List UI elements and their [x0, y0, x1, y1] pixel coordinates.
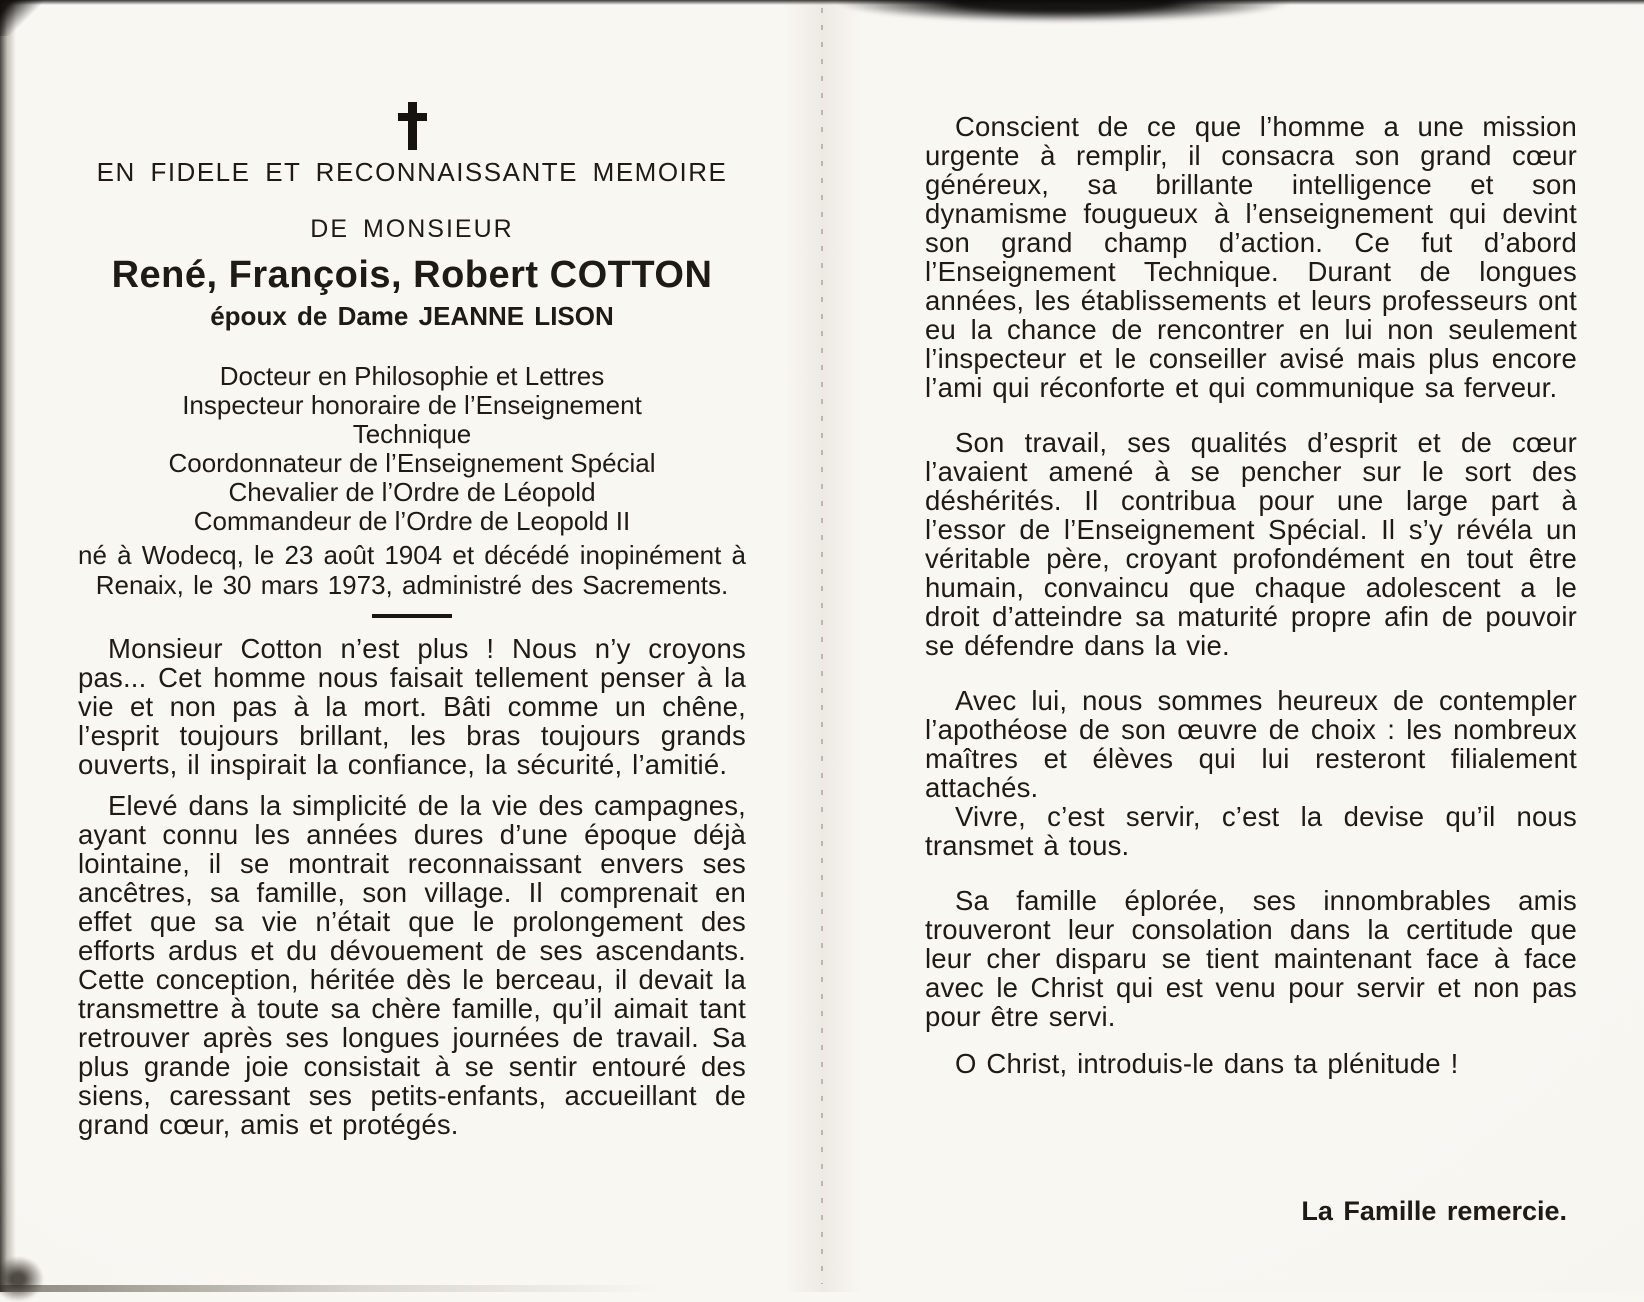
scan-edge-left	[0, 0, 16, 1292]
scan-edge-bottom	[0, 1285, 660, 1292]
paragraph: Avec lui, nous sommes heureux de contempler l’apothéose de son œuvre de choix : les nombreux maîtres et élèves qui lui resteront filialement attachés.	[925, 685, 1577, 803]
title-line: Inspecteur honoraire de l’Enseignement	[182, 390, 642, 420]
right-page	[925, 0, 1577, 1227]
cross-icon	[395, 102, 429, 150]
spouse-line: époux de Dame JEANNE LISON	[210, 301, 614, 331]
salutation-line: DE MONSIEUR	[310, 215, 514, 243]
memorial-header-line: EN FIDELE ET RECONNAISSANTE MEMOIRE	[96, 157, 728, 187]
paragraph: Son travail, ses qualités d’esprit et de cœur l’avaient amené à se pencher sur le sort des déshérités. Il contribua pour une large part à l’essor de l’Enseignement Spécial. Il s’y révéla un véritable père, croyant profondément en tout être humain, convaincu que chaque adolescent a le droit d’atteindre sa maturité propre afin de pouvoir se défendre dans la vie.	[925, 427, 1577, 661]
scan-corner-top-left	[0, 0, 44, 36]
titles-block	[78, 362, 746, 536]
page-fold-shading	[784, 0, 870, 1292]
paragraph: Conscient de ce que l’homme a une mission urgente à remplir, il consacra son grand cœur généreux, sa brillante intelligence et son dynamisme fougueux à l’enseignement qui devint son grand champ d’action. Ce fut d’abord l’Enseignement Technique. Durant de longues années, les établissements et leurs professeurs ont eu la chance de rencontrer en lui non seulement l’inspecteur et le conseiller avisé mais plus encore l’ami qui réconforte et qui communique sa ferveur.	[925, 111, 1577, 403]
page-fold-line	[821, 8, 823, 1284]
closing-line: La Famille remercie.	[1301, 1196, 1567, 1226]
title-line: Coordonnateur de l’Enseignement Spécial	[168, 448, 656, 478]
scan-corner-bottom-left	[0, 1256, 44, 1302]
title-line: Chevalier de l’Ordre de Léopold	[228, 477, 596, 507]
section-divider	[372, 614, 452, 618]
birth-death-notice: né à Wodecq, le 23 août 1904 et décédé inopinément à Renaix, le 30 mars 1973, administré des Sacrements.	[78, 540, 746, 600]
paragraph: Elevé dans la simplicité de la vie des campagnes, ayant connu les années dures d’une époque déjà lointaine, il se montrait reconnaissant envers ses ancêtres, sa famille, son village. Il comprenait en effet que sa vie n’était que le prolongement des efforts ardus et du dévouement de ses ascendants. Cette conception, héritée dès le berceau, il devait la transmettre à toute sa chère famille, qu’il aimait tant retrouver après ses longues journées de travail. Sa plus grande joie consistait à se sentir entouré des siens, caressant ses petits-enfants, accueillant de grand cœur, amis et protégés.	[78, 790, 746, 1140]
paragraph: Vivre, c’est servir, c’est la devise qu’il nous transmet à tous.	[925, 801, 1577, 861]
left-page	[78, 0, 746, 1139]
title-line: Docteur en Philosophie et Lettres	[219, 361, 605, 391]
title-line: Commandeur de l’Ordre de Leopold II	[193, 506, 631, 536]
deceased-name: René, François, Robert COTTON	[111, 254, 713, 296]
title-line: Technique	[352, 419, 472, 449]
paragraph: Sa famille éplorée, ses innombrables amis trouveront leur consolation dans la certitude que leur cher disparu se tient maintenant face à face avec le Christ qui est venu pour servir et non pas pour être servi.	[925, 885, 1577, 1032]
paragraph: Monsieur Cotton n’est plus ! Nous n’y croyons pas... Cet homme nous faisait tellement penser à la vie et non pas à la mort. Bâti comme un chêne, l’esprit toujours brillant, les bras toujours grands ouverts, il inspirait la confiance, la sécurité, l’amitié.	[78, 633, 746, 780]
invocation-line: O Christ, introduis-le dans ta plénitude !	[955, 1048, 1459, 1079]
